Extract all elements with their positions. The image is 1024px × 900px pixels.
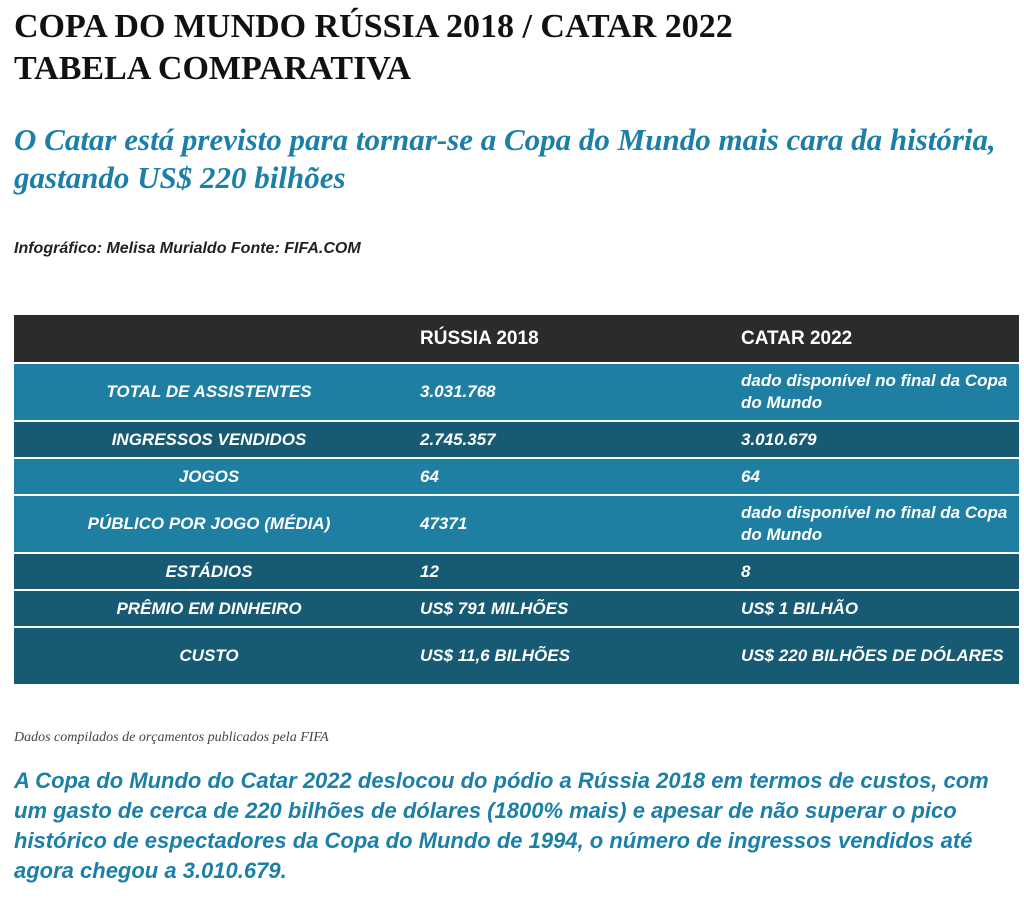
table-header-row [14,315,1019,363]
header-empty [14,315,404,363]
table-row [14,590,1019,627]
russia-value: 47371 [404,495,728,553]
catar-value: US$ 220 BILHÕES DE DÓLARES [728,627,1019,684]
catar-value: US$ 1 BILHÃO [728,590,1019,627]
table-row [14,458,1019,495]
russia-value: 2.745.357 [404,421,728,458]
catar-value: 64 [728,458,1019,495]
table-row [14,495,1019,553]
row-label: TOTAL DE ASSISTENTES [14,363,404,421]
catar-value: dado disponível no final da Copa do Mundo [728,495,1019,553]
title-line-1: COPA DO MUNDO RÚSSIA 2018 / CATAR 2022 [14,8,733,45]
row-label: JOGOS [14,458,404,495]
row-label: PRÊMIO EM DINHEIRO [14,590,404,627]
table-row [14,627,1019,684]
subtitle: O Catar está previsto para tornar-se a Copa do Mundo mais cara da história, gastando US$ 220 bilhões [14,122,996,195]
russia-value: 3.031.768 [404,363,728,421]
header-catar: CATAR 2022 [728,315,1019,363]
russia-value: 12 [404,553,728,590]
header-russia: RÚSSIA 2018 [404,315,728,363]
row-label: ESTÁDIOS [14,553,404,590]
table-row [14,363,1019,421]
summary-paragraph: A Copa do Mundo do Catar 2022 deslocou do pódio a Rússia 2018 em termos de custos, com um gasto de cerca de 220 bilhões de dólares (1800% mais) e apesar de não superar o pico histórico de espectadores da Copa do Mundo de 1994, o número de ingressos vendidos até agora chegou a 3.010.679. [14,768,989,883]
page-title [14,6,733,90]
comparison-table [14,315,1019,684]
catar-value: 3.010.679 [728,421,1019,458]
table-row [14,421,1019,458]
source-note: Dados compilados de orçamentos publicados pela FIFA [14,730,329,745]
russia-value: 64 [404,458,728,495]
credit-line: Infográfico: Melisa Murialdo Fonte: FIFA.COM [14,240,361,257]
row-label: PÚBLICO POR JOGO (MÉDIA) [14,495,404,553]
russia-value: US$ 791 MILHÕES [404,590,728,627]
title-line-2: TABELA COMPARATIVA [14,50,412,87]
catar-value: dado disponível no final da Copa do Mundo [728,363,1019,421]
row-label: CUSTO [14,627,404,684]
table-row [14,553,1019,590]
russia-value: US$ 11,6 BILHÕES [404,627,728,684]
row-label: INGRESSOS VENDIDOS [14,421,404,458]
catar-value: 8 [728,553,1019,590]
